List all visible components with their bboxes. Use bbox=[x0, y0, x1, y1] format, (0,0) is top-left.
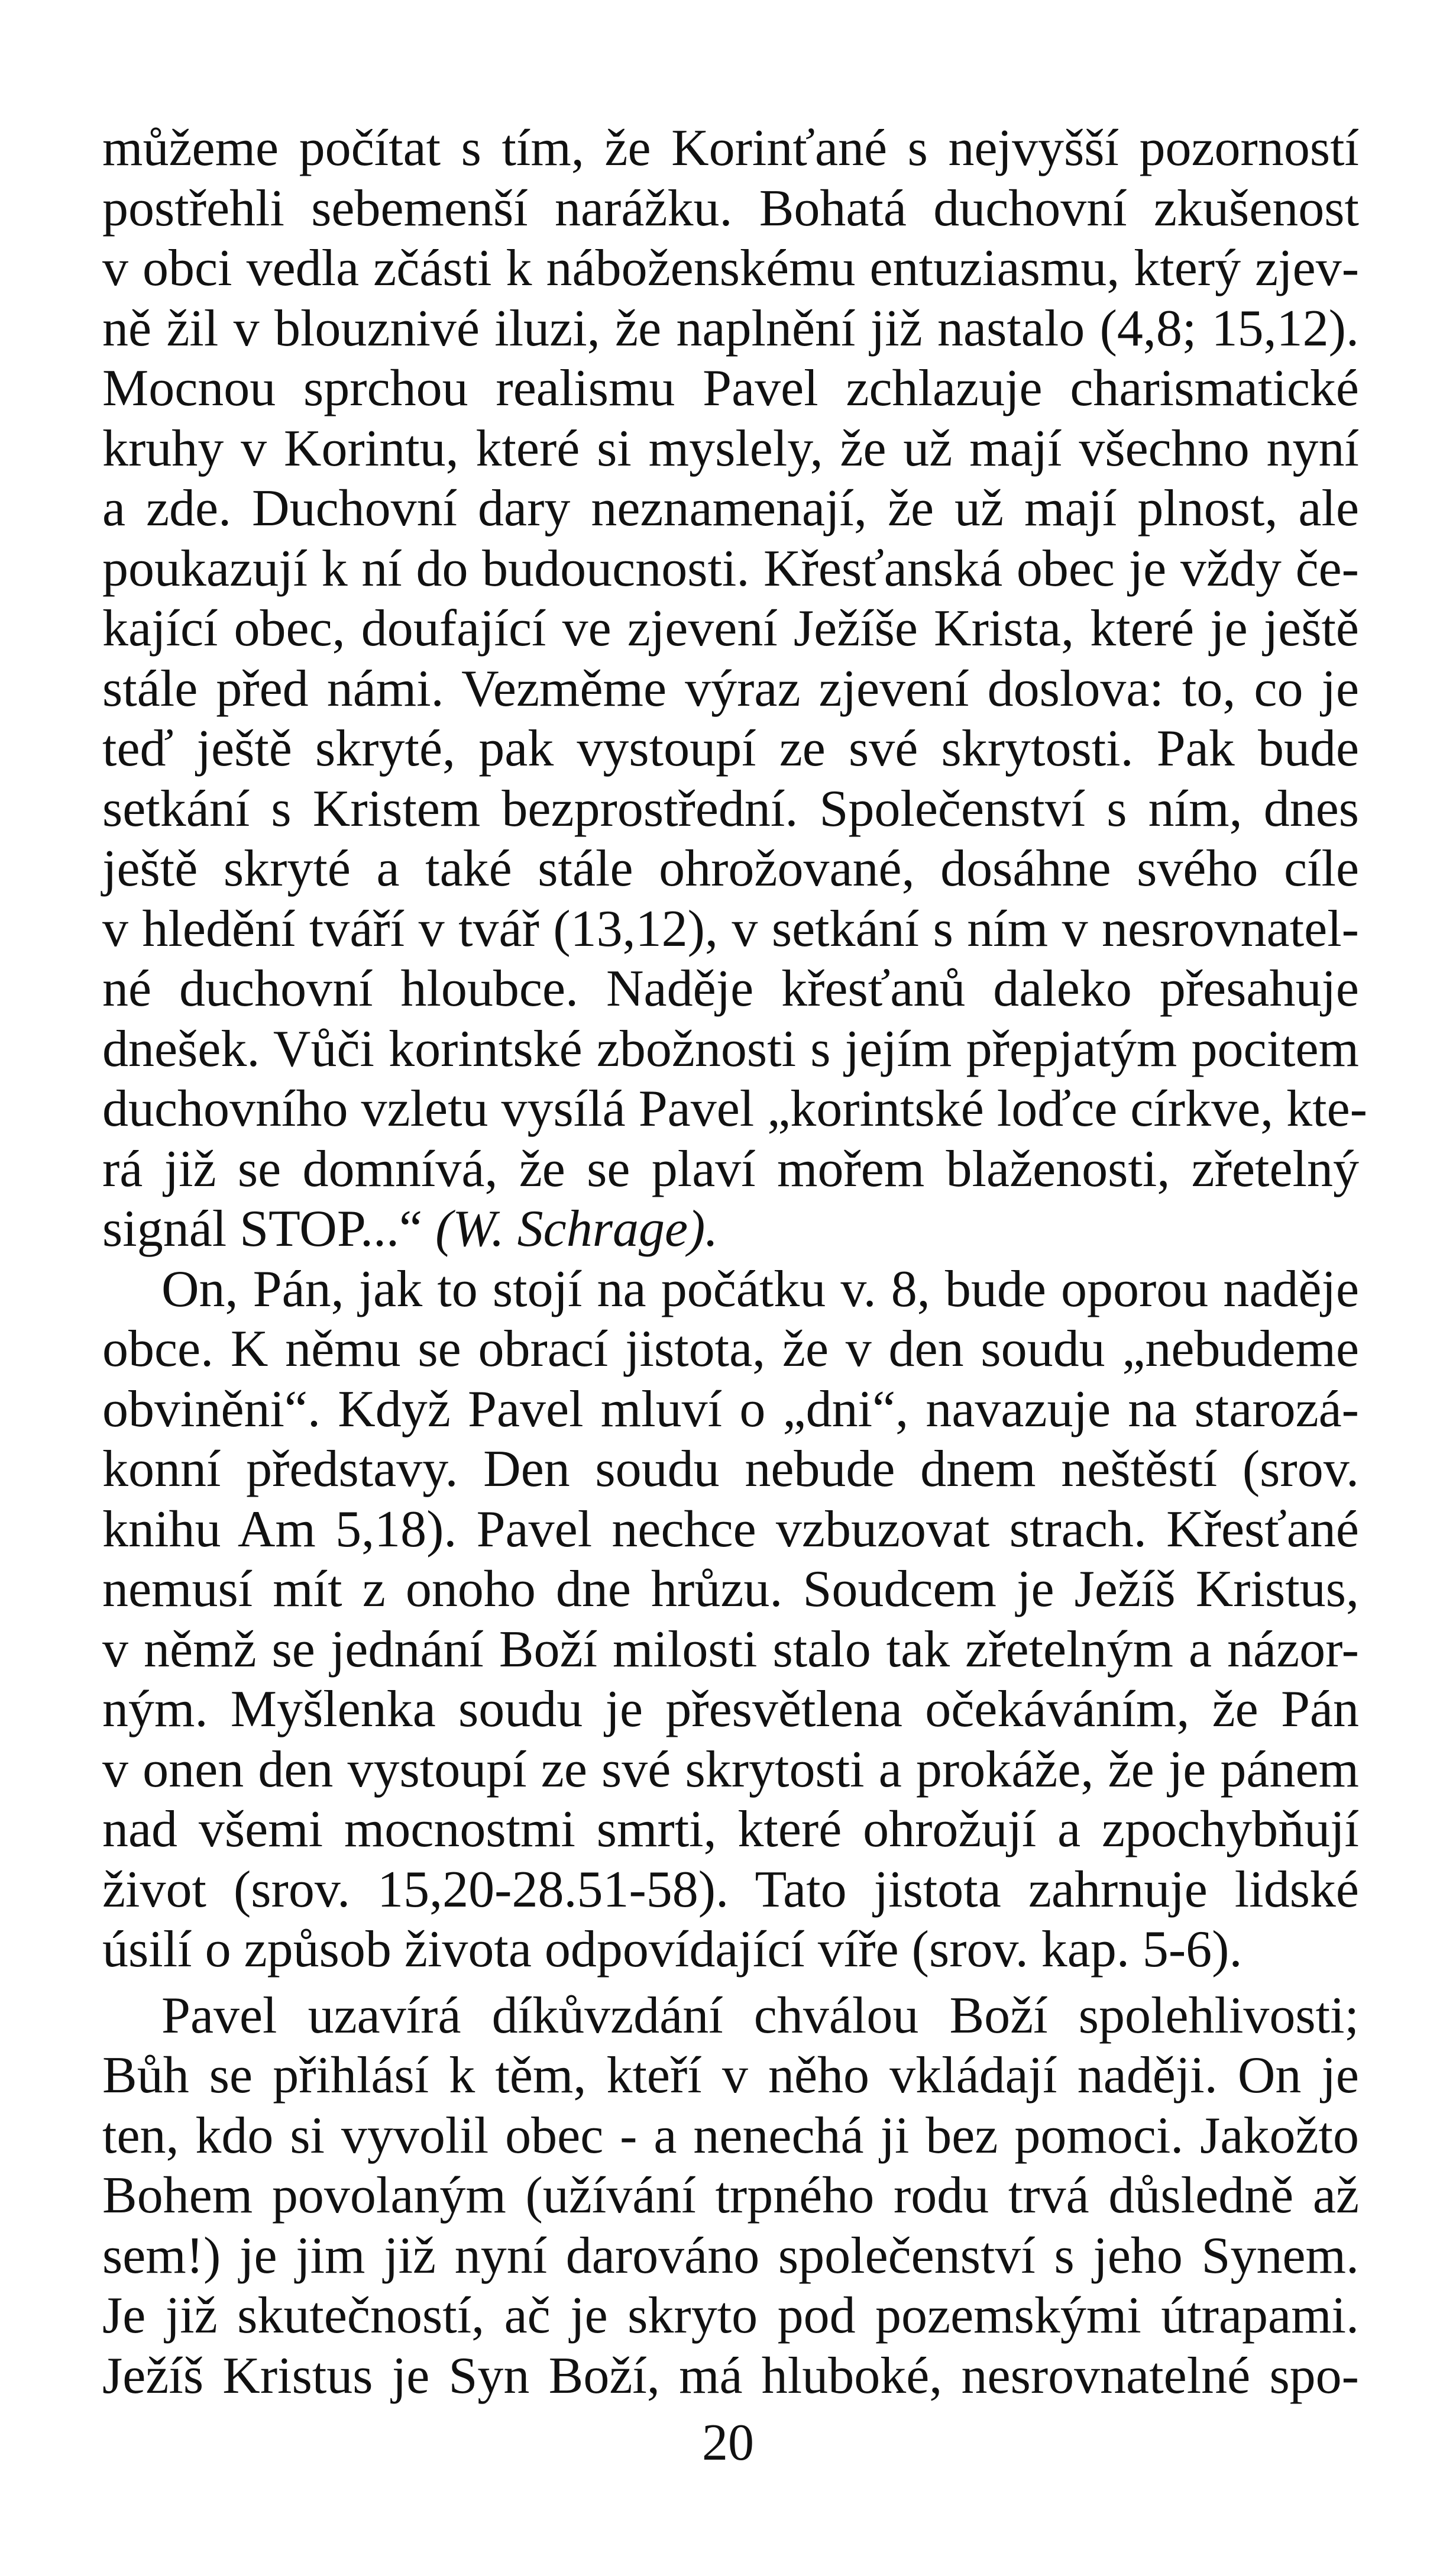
text-line: obce. K němu se obrací jistota, že v den soudu „nebudeme bbox=[102, 1320, 1359, 1378]
text-line: v obci vedla zčásti k náboženskému entuziasmu, který zjev- bbox=[102, 240, 1359, 297]
text-line: dnešek. Vůči korintské zbožnosti s jejím přepjatým pocitem bbox=[102, 1020, 1359, 1078]
text-line: setkání s Kristem bezprostřední. Společenství s ním, dnes bbox=[102, 780, 1359, 838]
cited-author: (W. Schrage). bbox=[435, 1200, 719, 1258]
text-line: Ježíš Kristus je Syn Boží, má hluboké, nesrovnatelné spo- bbox=[102, 2347, 1359, 2405]
text-line: nemusí mít z onoho dne hrůzu. Soudcem je Ježíš Kristus, bbox=[102, 1561, 1359, 1618]
paragraph-gap bbox=[102, 1980, 1359, 1986]
text-line: život (srov. 15,20-28.51-58). Tato jistota zahrnuje lidské bbox=[102, 1860, 1359, 1918]
text-line: v hledění tváří v tvář (13,12), v setkání s ním v nesrovnatel- bbox=[102, 900, 1359, 958]
text-line: konní představy. Den soudu nebude dnem neštěstí (srov. bbox=[102, 1440, 1359, 1498]
text-line: poukazují k ní do budoucnosti. Křesťanská obec je vždy če- bbox=[102, 539, 1359, 597]
text-line: ještě skryté a také stále ohrožované, dosáhne svého cíle bbox=[102, 840, 1359, 897]
text-line: Bohem povolaným (užívání trpného rodu trvá důsledně až bbox=[102, 2167, 1359, 2224]
text-line: teď ještě skryté, pak vystoupí ze své skrytosti. Pak bude bbox=[102, 720, 1359, 777]
text-line-last: úsilí o způsob života odpovídající víře (srov. kap. 5-6). bbox=[102, 1921, 1243, 1978]
text-line: nad všemi mocnostmi smrti, které ohrožují a zpochybňují bbox=[102, 1801, 1359, 1858]
text-line: ným. Myšlenka soudu je přesvětlena očekáváním, že Pán bbox=[102, 1681, 1359, 1738]
text-line: Bůh se přihlásí k těm, kteří v něho vkládají naději. On je bbox=[102, 2047, 1359, 2104]
text-line-indented: On, Pán, jak to stojí na počátku v. 8, bude oporou naděje bbox=[161, 1260, 1359, 1318]
page-number: 20 bbox=[702, 2414, 754, 2471]
text-line: a zde. Duchovní dary neznamenají, že už mají plnost, ale bbox=[102, 480, 1359, 537]
text-line: obviněni“. Když Pavel mluví o „dni“, navazuje na starozá- bbox=[102, 1380, 1359, 1438]
text-line: postřehli sebemenší narážku. Bohatá duchovní zkušenost bbox=[102, 179, 1359, 237]
text-line: knihu Am 5,18). Pavel nechce vzbuzovat strach. Křesťané bbox=[102, 1500, 1359, 1558]
text-line: sem!) je jim již nyní darováno společenství s jeho Synem. bbox=[102, 2227, 1359, 2285]
text-line: kající obec, doufající ve zjevení Ježíše Krista, které je ještě bbox=[102, 600, 1359, 657]
text-line: kruhy v Korintu, které si myslely, že už mají všechno nyní bbox=[102, 419, 1359, 477]
text-line: Mocnou sprchou realismu Pavel zchlazuje charismatické bbox=[102, 360, 1359, 417]
text-line: ten, kdo si vyvolil obec - a nenechá ji bez pomoci. Jakožto bbox=[102, 2107, 1359, 2164]
text-line-last bbox=[102, 1199, 1359, 1259]
text-line: ně žil v blouznivé iluzi, že naplnění již nastalo (4,8; 15,12). bbox=[102, 299, 1359, 357]
text-line: v onen den vystoupí ze své skrytosti a prokáže, že je pánem bbox=[102, 1740, 1359, 1798]
text-line: né duchovní hloubce. Naděje křesťanů daleko přesahuje bbox=[102, 960, 1359, 1017]
body-text bbox=[102, 118, 1367, 2406]
text-line-indented: Pavel uzavírá díkůvzdání chválou Boží spolehlivosti; bbox=[161, 1986, 1359, 2044]
text-line: můžeme počítat s tím, že Korinťané s nejvyšší pozorností bbox=[102, 119, 1359, 177]
text-line: duchovního vzletu vysílá Pavel „korintské loďce církve, kte- bbox=[102, 1080, 1367, 1138]
text-line: stále před námi. Vezměme výraz zjevení doslova: to, co je bbox=[102, 660, 1359, 718]
text-line: Je již skutečností, ač je skryto pod pozemskými útrapami. bbox=[102, 2287, 1359, 2344]
text-line: v němž se jednání Boží milosti stalo tak zřetelným a názor- bbox=[102, 1620, 1359, 1678]
text-line: rá již se domnívá, že se plaví mořem blaženosti, zřetelný bbox=[102, 1140, 1359, 1198]
quote-end: signál STOP...“ bbox=[102, 1200, 436, 1258]
